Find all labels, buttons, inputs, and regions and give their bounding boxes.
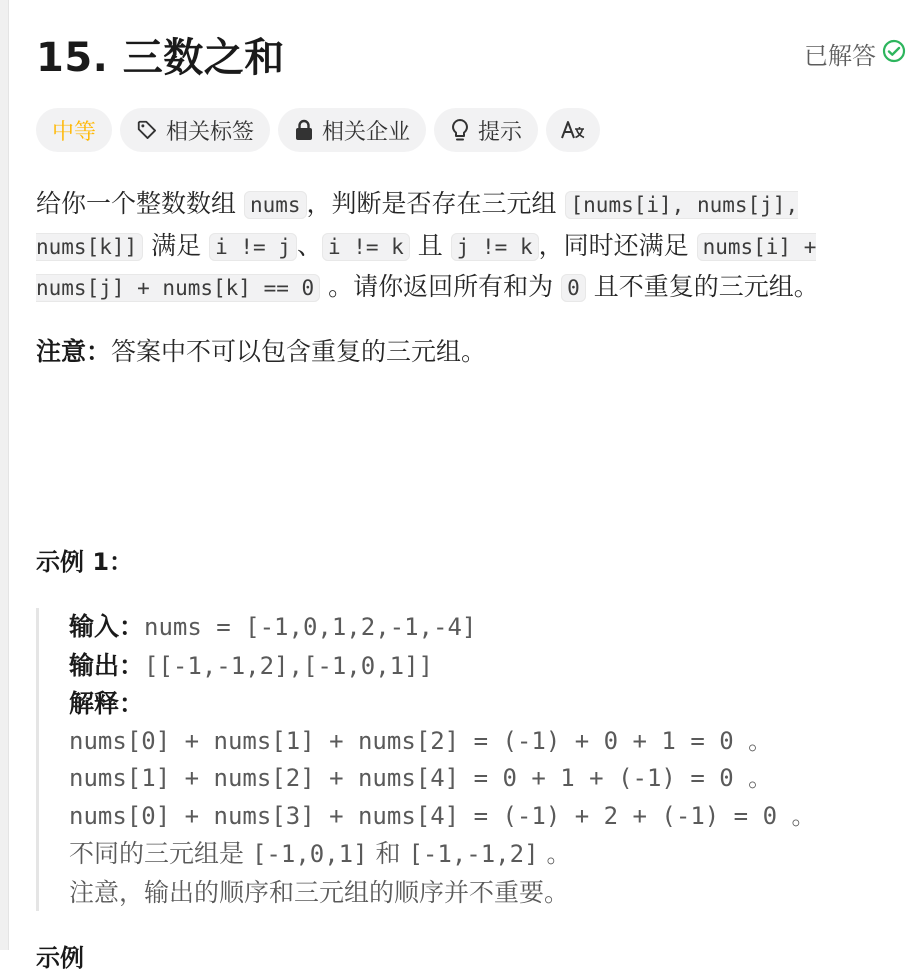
solved-status [804,36,906,71]
solved-label: 已解答 [804,42,876,70]
example-output-line [69,647,902,686]
inline-code: [nums[i], nums[j], nums[k]] [36,193,799,259]
check-circle-icon [882,39,906,69]
inline-code: i != k [322,233,410,261]
desc-text: 满足 [151,230,202,260]
explain-line: nums[0] + nums[1] + nums[2] = (-1) + 0 + 1 = 0 。 [69,726,773,755]
difficulty-badge [36,108,112,152]
inline-code: nums [244,191,307,219]
title-row [36,26,906,81]
distinct-triplet-b: [-1,-1,2] [408,840,539,868]
lock-icon [294,119,314,141]
tag-bar [36,108,600,152]
distinct-text: 不同的三元组是 [69,839,245,868]
hint-button[interactable] [434,108,538,152]
example-2-title: 示例 [36,944,84,972]
explain-line: nums[0] + nums[3] + nums[4] = (-1) + 2 + (-1) = 0 。 [69,801,816,830]
example-input-line [69,608,902,647]
distinct-text: 和 [375,839,401,868]
translate-button[interactable] [546,108,600,152]
output-label: 输出： [69,650,145,680]
inline-code: j != k [451,233,539,261]
order-note-line: 注意，输出的顺序和三元组的顺序并不重要。 [69,877,570,907]
example-1-block [36,608,902,911]
companies-tag-button[interactable] [278,108,426,152]
output-value: [[-1,-1,2],[-1,0,1]] [144,651,433,680]
tag-icon [136,119,158,141]
inline-code: 0 [561,274,586,302]
companies-label: 相关企业 [322,119,411,145]
distinct-triplets-line [69,835,902,874]
distinct-triplet-a: [-1,0,1] [251,840,368,868]
desc-text: ，同时还满足 [538,230,689,260]
explain-label: 解释： [69,689,145,718]
duplicate-note [36,332,486,368]
explain-line: nums[1] + nums[2] + nums[4] = 0 + 1 + (-1) = 0 。 [69,764,773,792]
topics-tag-button[interactable] [120,108,270,152]
note-text: 答案中不可以包含重复的三元组。 [111,337,487,366]
input-label: 输入： [69,612,145,641]
desc-text: 。请你返回所有和为 [328,272,554,301]
desc-text: 给你一个整数数组 [36,189,237,218]
problem-statement [36,184,876,309]
desc-text: 且 [417,230,443,260]
inline-code: i != j [209,233,297,261]
desc-text: 且不重复的三元组。 [593,272,819,301]
input-value: nums = [-1,0,1,2,-1,-4] [144,613,477,641]
note-label: 注意： [36,337,112,366]
topics-label: 相关标签 [166,119,255,145]
hint-label: 提示 [478,119,523,145]
difficulty-label: 中等 [52,119,97,145]
distinct-text: 。 [546,840,571,868]
translate-icon [560,118,586,142]
inline-code: nums[i] + nums[j] + nums[k] == 0 [36,234,817,300]
lightbulb-icon [450,118,470,142]
desc-text: 、 [296,230,322,260]
problem-title[interactable]: 15. 三数之和 [36,35,285,81]
example-explain-line [69,685,902,723]
example-1-title: 示例 1： [36,548,134,576]
panel-left-border [0,0,9,950]
desc-text: ，判断是否存在三元组 [306,189,557,218]
